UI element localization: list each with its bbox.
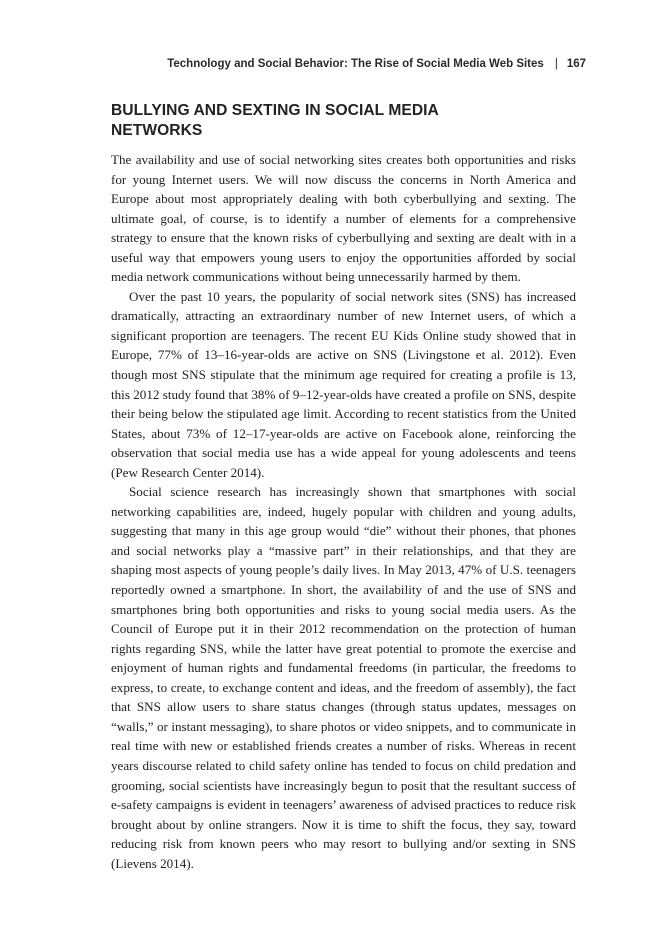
header-separator: |: [554, 58, 558, 70]
paragraph: Social science research has increasingly shown that smartphones with social networking capabilities are, indeed, hugely popular with children and young adults, suggesting that many in this age group would “die” without their phones, that phones and social networks play a “massive part” in their relationships, and that they are shaping most aspects of young people’s daily lives. In May 2013, 47% of U.S. teenagers reportedly owned a smartphone. In short, the availability of and the use of SNS and smartphones bring both opportunities and risks to young social media users. As the Council of Europe put it in their 2012 recommendation on the protection of human rights regarding SNS, while the latter have great potential to promote the exercise and enjoyment of human rights and fundamental freedoms (in particular, the freedoms to express, to create, to exchange content and ideas, and the freedom of assembly), the fact that SNS allow users to share status changes (through status updates, messages on “walls,” or instant messaging), to share photos or video snippets, and to communicate in real time with new or established friends creates a number of risks. Whereas in recent years discourse related to child safety online has tended to focus on child predation and grooming, social scientists have increasingly begun to posit that the resultant success of e-safety campaigns is evident in teenagers’ awareness of advised practices to reduce risk brought about by online strangers. Now it is time to shift the focus, they say, toward reducing risk from known peers who may resort to bullying and/or sexting in SNS (Lievens 2014).: [111, 484, 576, 871]
section-title: BULLYING AND SEXTING IN SOCIAL MEDIA NETWORKS: [111, 102, 439, 139]
paragraph: The availability and use of social networking sites creates both opportunities and risks for young Internet users. We will now discuss the concerns in North America and Europe about most appropriately dealing with both cyberbullying and sexting. The ultimate goal, of course, is to identify a number of elements for a comprehensive strategy to ensure that the known risks of cyberbullying and sexting are dealt with in a useful way that empowers young users to enjoy the opportunities afforded by social media network communications without being unnecessarily harmed by them.: [111, 152, 576, 285]
running-title: Technology and Social Behavior: The Rise of Social Media Web Sites: [167, 58, 544, 70]
body-text: [111, 150, 576, 873]
running-head: [110, 58, 586, 70]
page-number: 167: [566, 58, 586, 70]
paragraph: Over the past 10 years, the popularity of social network sites (SNS) has increased dramatically, attracting an extraordinary number of new Internet users, of which a significant proportion are teenagers. The recent EU Kids Online study showed that in Europe, 77% of 13–16-year-olds are active on SNS (Livingstone et al. 2012). Even though most SNS stipulate that the minimum age required for creating a profile is 13, this 2012 study found that 38% of 9–12-year-olds have created a profile on SNS, despite their being below the stipulated age limit. According to recent statistics from the United States, about 73% of 12–17-year-olds are active on Facebook alone, reinforcing the observation that social media use has a wide appeal for young adolescents and teens (Pew Research Center 2014).: [111, 288, 576, 480]
